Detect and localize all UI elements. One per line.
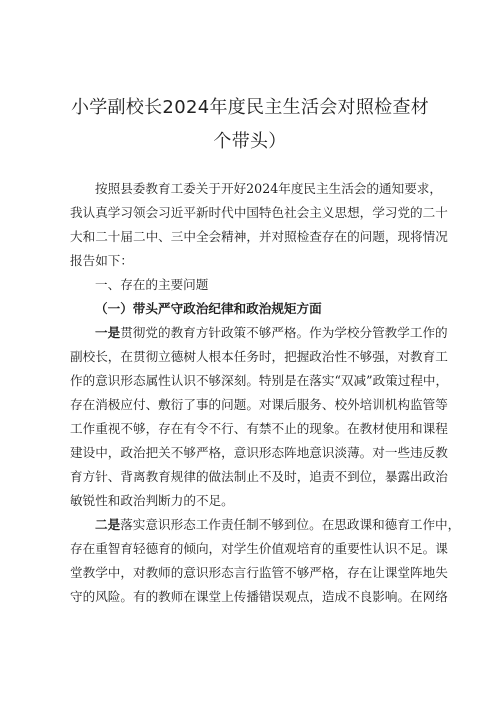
intro-line: 我认真学习领会习近平新时代中国特色社会主义思想，学习党的二十 <box>70 205 448 220</box>
para1-first-line <box>95 324 448 341</box>
document-title-line1: 小学副校长2024年度民主生活会对照检查材 <box>70 97 430 118</box>
intro-line: 大和二十届二中、三中全会精神，并对照检查存在的问题，现将情况 <box>70 229 448 244</box>
para1-line: 建设中，政治把关不够严格，意识形态阵地意识淡薄。对一些违反教 <box>70 445 448 460</box>
intro-line: 按照县委教育工委关于开好2024年度民主生活会的通知要求， <box>95 181 442 196</box>
section-heading: 一、存在的主要问题 <box>95 277 209 292</box>
para1-line: 存在消极应付、敷衍了事的问题。对课后服务、校外培训机构监管等 <box>70 397 448 412</box>
para1-line: 副校长，在贯彻立德树人根本任务时，把握政治性不够强，对教育工 <box>70 349 448 364</box>
para1-line: 作的意识形态属性认识不够深刻。特别是在落实“双减”政策过程中， <box>70 373 449 388</box>
subsection-heading: （一）带头严守政治纪律和政治规矩方面 <box>95 301 322 316</box>
para2-line: 存在重智育轻德育的倾向，对学生价值观培育的重要性认识不足。课 <box>70 541 448 556</box>
document-title-line2: 个带头） <box>213 131 287 152</box>
para2-line: 堂教学中，对教师的意识形态言行监管不够严格，存在让课堂阵地失 <box>70 565 448 580</box>
para1-lead: 一是 <box>95 325 121 340</box>
para2-first-line <box>95 516 461 533</box>
para2-first-text: 落实意识形态工作责任制不够到位。在思政课和德育工作中， <box>120 517 461 532</box>
intro-line: 报告如下： <box>70 253 133 268</box>
para2-line: 守的风险。有的教师在课堂上传播错误观点，造成不良影响。在网络 <box>70 589 448 604</box>
para1-line: 育方针、背离教育规律的做法制止不及时，追责不到位，暴露出政治 <box>70 469 448 484</box>
para1-line: 敏锐性和政治判断力的不足。 <box>70 493 234 508</box>
para2-lead: 二是 <box>95 517 121 532</box>
para1-first-text: 贯彻党的教育方针政策不够严格。作为学校分管教学工作的 <box>120 325 448 340</box>
para1-line: 工作重视不够，存在有令不行、有禁不止的现象。在教材使用和课程 <box>70 421 448 436</box>
